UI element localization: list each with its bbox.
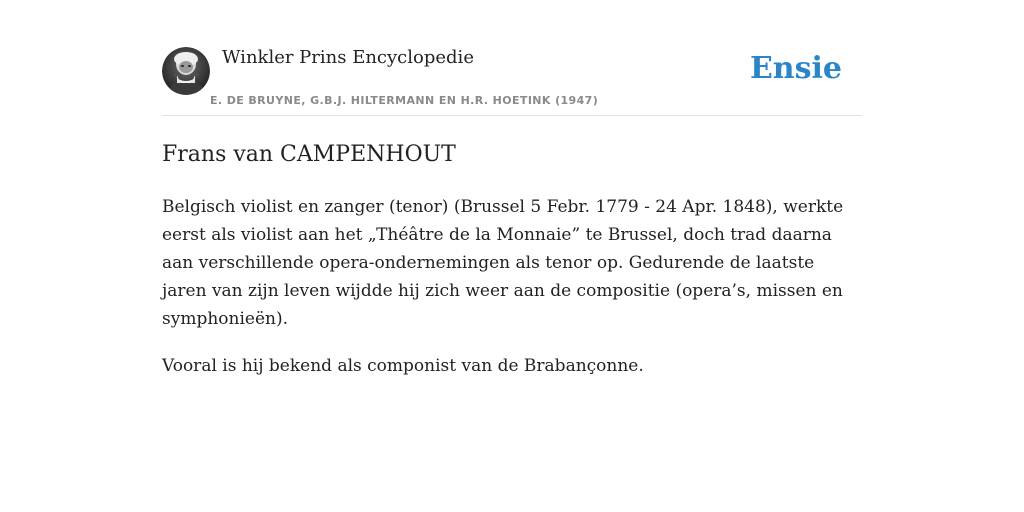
source-header bbox=[162, 0, 862, 116]
avatar[interactable] bbox=[162, 47, 210, 95]
article-title: Frans van CAMPENHOUT bbox=[162, 142, 456, 167]
brand-logo[interactable]: Ensie bbox=[749, 51, 842, 86]
page bbox=[162, 0, 862, 380]
article-paragraph: Belgisch violist en zanger (tenor) (Brussel 5 Febr. 1779 - 24 Apr. 1848), werkte eerst als violist aan het „Théâtre de la Monnaie” te Brussel, doch trad daarna aan verschillende opera-ondernemingen als tenor op. Gedurende de laatste jaren van zijn leven wijdde hij zich weer aan de compositie (opera’s, missen en symphonieën). bbox=[162, 197, 844, 329]
source-authors: E. DE BRUYNE, G.B.J. HILTERMANN EN H.R. HOETINK (1947) bbox=[210, 94, 599, 107]
source-title[interactable]: Winkler Prins Encyclopedie bbox=[222, 47, 474, 68]
article-paragraph: Vooral is hij bekend als componist van de Brabançonne. bbox=[162, 356, 644, 376]
